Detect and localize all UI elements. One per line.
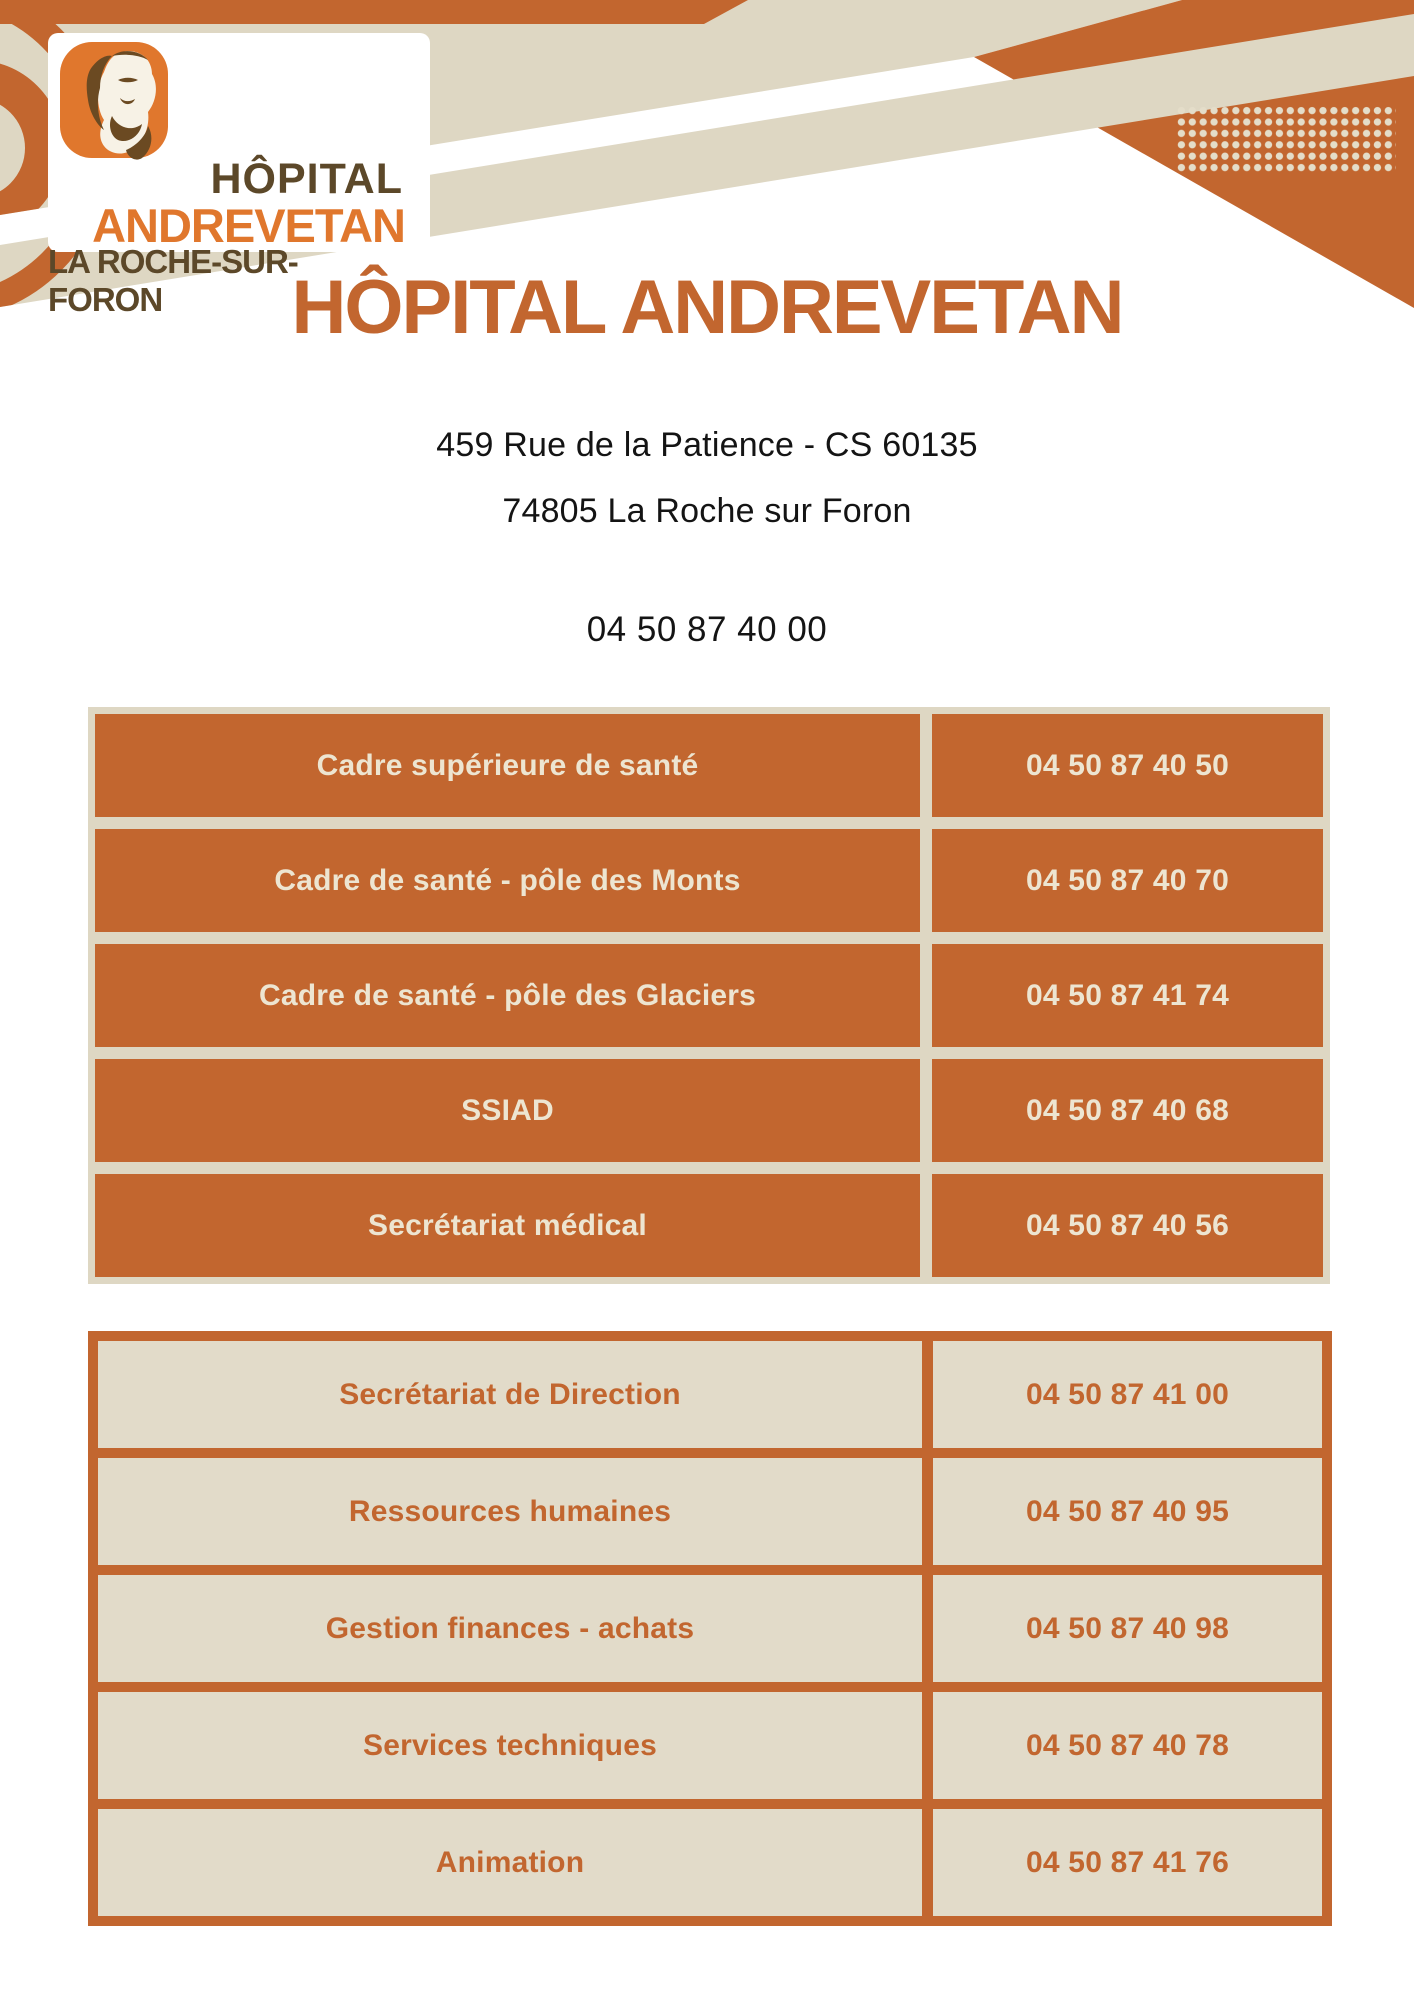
logo-word-city: LA ROCHE-SUR-FORON xyxy=(48,243,298,318)
directory-row xyxy=(95,714,1323,817)
service-phone-number: 04 50 87 40 68 xyxy=(932,1059,1323,1162)
orange-top-bar xyxy=(0,0,748,24)
directory-row xyxy=(98,1458,1322,1565)
main-phone-number: 04 50 87 40 00 xyxy=(586,610,828,649)
service-label: Secrétariat de Direction xyxy=(98,1341,922,1448)
logo-word-hopital: HÔPITAL xyxy=(210,155,403,203)
directory-table-secondary xyxy=(88,1331,1332,1926)
service-label: Cadre supérieure de santé xyxy=(95,714,920,817)
directory-row xyxy=(95,944,1323,1047)
service-label: Animation xyxy=(98,1809,922,1916)
service-label: Gestion finances - achats xyxy=(98,1575,922,1682)
service-phone-number: 04 50 87 40 98 xyxy=(933,1575,1322,1682)
service-label: Cadre de santé - pôle des Monts xyxy=(95,829,920,932)
service-label: Secrétariat médical xyxy=(95,1174,920,1277)
service-label: Ressources humaines xyxy=(98,1458,922,1565)
directory-row xyxy=(98,1809,1322,1916)
directory-row xyxy=(98,1341,1322,1448)
address-line-2: 74805 La Roche sur Foron xyxy=(502,492,912,530)
service-label: Cadre de santé - pôle des Glaciers xyxy=(95,944,920,1047)
service-label: SSIAD xyxy=(95,1059,920,1162)
directory-row xyxy=(98,1692,1322,1799)
service-phone-number: 04 50 87 41 00 xyxy=(933,1341,1322,1448)
directory-row xyxy=(95,1174,1323,1277)
directory-table-primary xyxy=(88,707,1330,1284)
directory-row xyxy=(95,1059,1323,1162)
hospital-bust-logo-icon xyxy=(60,42,168,164)
page-title: HÔPITAL ANDREVETAN xyxy=(291,265,1123,350)
service-phone-number: 04 50 87 40 50 xyxy=(932,714,1323,817)
service-phone-number: 04 50 87 40 95 xyxy=(933,1458,1322,1565)
address-line-1: 459 Rue de la Patience - CS 60135 xyxy=(436,426,978,464)
logo-word-andrevetan: ANDREVETAN xyxy=(92,199,405,252)
service-phone-number: 04 50 87 40 56 xyxy=(932,1174,1323,1277)
service-phone-number: 04 50 87 40 70 xyxy=(932,829,1323,932)
service-label: Services techniques xyxy=(98,1692,922,1799)
service-phone-number: 04 50 87 41 76 xyxy=(933,1809,1322,1916)
service-phone-number: 04 50 87 40 78 xyxy=(933,1692,1322,1799)
logo-card xyxy=(48,33,430,318)
directory-row xyxy=(95,829,1323,932)
service-phone-number: 04 50 87 41 74 xyxy=(932,944,1323,1047)
directory-row xyxy=(98,1575,1322,1682)
address-block xyxy=(0,412,1414,544)
dot-grid-ornament xyxy=(1176,105,1396,175)
